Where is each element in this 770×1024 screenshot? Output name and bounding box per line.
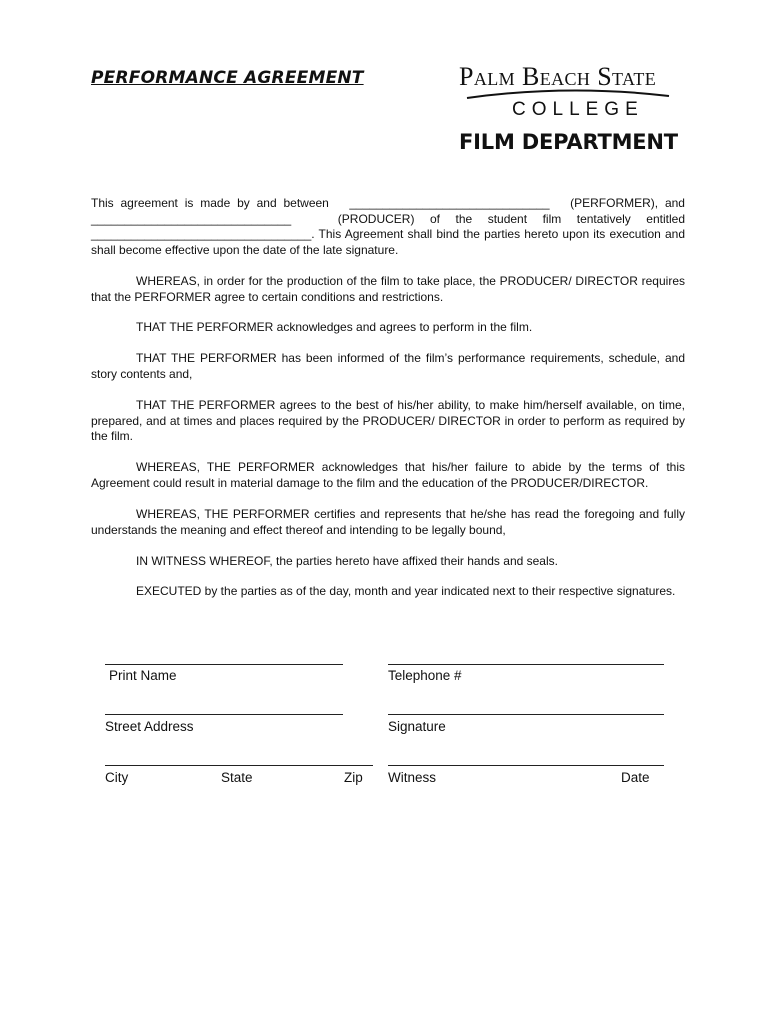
logo-text-institution [459,64,656,90]
paragraph-availability: THAT THE PERFORMER agrees to the best of his/her ability, to make him/herself available, on time, prepared, and at times and places required by the PRODUCER/ DIRECTOR in order to perform as required by the film. [91,398,685,444]
date-label: Date [621,770,650,785]
street-address-label: Street Address [105,719,194,734]
agreement-intro [91,196,685,258]
paragraph-informed: THAT THE PERFORMER has been informed of the film’s performance requirements, schedule, and story contents and, [91,351,685,381]
print-name-label: Print Name [109,668,177,683]
paragraph-acknowledges: THAT THE PERFORMER acknowledges and agrees to perform in the film. [136,320,533,334]
paragraph-whereas-failure: WHEREAS, THE PERFORMER acknowledges that his/her failure to abide by the terms of this Agreement could result in material damage to the film and the education of the PRODUCER/DIRECTOR. [91,460,685,490]
state-label: State [221,770,253,785]
department-name: FILM DEPARTMENT [459,130,678,154]
logo-line1-text: Palm Beach State [459,62,657,91]
performer-name-field[interactable]: ______________________________ [349,196,550,210]
intro-part4: . This Agreement shall bind the parties hereto upon its execution and shall become effective upon the date of the late signature. [91,227,685,257]
signature-label: Signature [388,719,446,734]
street-address-line[interactable] [105,714,343,715]
film-title-field[interactable]: _________________________________ [91,227,312,242]
intro-line-1 [91,196,685,212]
witness-label: Witness [388,770,437,785]
document-title: PERFORMANCE AGREEMENT [91,68,364,88]
intro-part1: This agreement is made by and between [91,196,329,210]
city-state-zip-line[interactable] [105,765,373,766]
print-name-line[interactable] [105,664,343,665]
intro-part3: (PRODUCER) of the student film tentatively entitled [337,211,685,226]
intro-line-2 [91,212,685,228]
intro-part2: (PERFORMER), and [570,196,685,210]
college-logo [455,60,691,122]
signature-line[interactable] [388,714,664,715]
city-label: City [105,770,129,785]
logo-text-college: COLLEGE [512,99,644,120]
telephone-line[interactable] [388,664,664,665]
witness-date-line[interactable] [388,765,664,766]
paragraph-in-witness: IN WITNESS WHEREOF, the parties hereto have affixed their hands and seals. [136,554,558,568]
producer-name-field[interactable]: ______________________________ [91,211,292,226]
paragraph-whereas-certifies: WHEREAS, THE PERFORMER certifies and represents that he/she has read the foregoing and fully understands the meaning and effect thereof and intending to be legally bound, [91,507,685,537]
paragraph-whereas-production: WHEREAS, in order for the production of the film to take place, the PRODUCER/ DIRECTOR requires that the PERFORMER agree to certain conditions and restrictions. [91,274,685,304]
zip-label: Zip [344,770,363,785]
telephone-label: Telephone # [388,668,462,683]
paragraph-executed: EXECUTED by the parties as of the day, month and year indicated next to their respective signatures. [136,584,676,598]
